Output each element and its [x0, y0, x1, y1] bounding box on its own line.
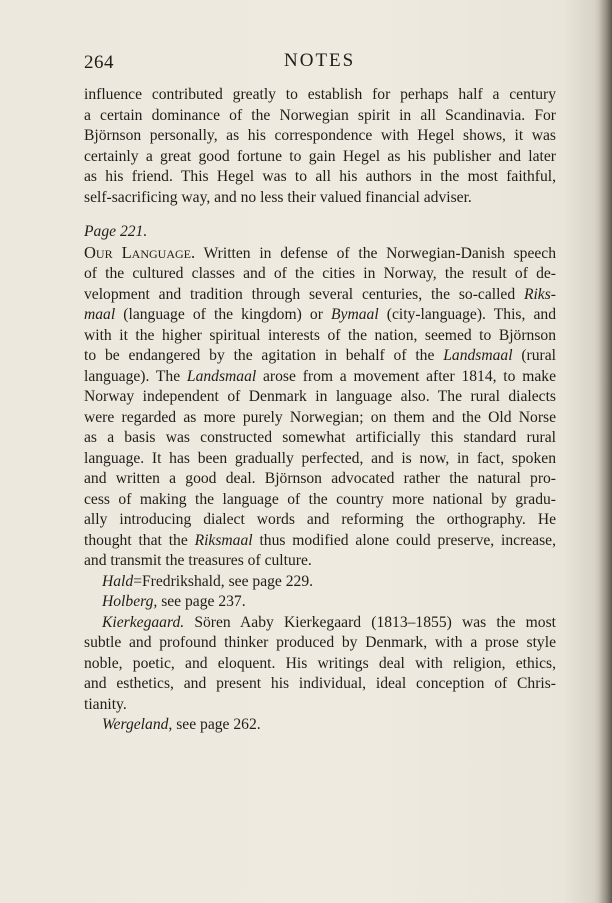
paragraph-continuation	[84, 85, 556, 208]
text-line: velopment and tradition through several centuries, the so-called Riks-	[84, 285, 556, 303]
text-line: Norway independent of Denmark in language also. The rural dialects	[84, 388, 556, 405]
entry-headword-line: Kierkegaard. Sören Aaby Kierkegaard (1813–1855) was the most	[102, 613, 556, 631]
text-line: language). The Landsmaal arose from a movement after 1814, to make	[84, 367, 556, 385]
text-line: as his friend. This Hegel was to all his authors in the most faithful,	[84, 168, 556, 185]
text-line: language. It has been gradually perfected, and is now, in fact, spoken	[84, 449, 556, 467]
text-line: cess of making the language of the country more national by gradu-	[84, 490, 556, 508]
text-line: maal (language of the kingdom) or Bymaal (city-language). This, and	[84, 306, 556, 323]
page-header	[84, 50, 554, 76]
text-line: of the cultured classes and of the cities in Norway, the result of de-	[84, 265, 556, 282]
text-line: Björnson personally, as his correspondence with Hegel shows, it was	[84, 127, 556, 144]
entry-headword-line: Hald=Fredrikshald, see page 229.	[102, 572, 314, 590]
running-head: NOTES	[284, 50, 356, 71]
text-line: subtle and profound thinker produced by Denmark, with a prose style	[84, 634, 556, 651]
note-our-language	[84, 243, 556, 572]
entry-headword-line: Wergeland, see page 262.	[102, 716, 261, 733]
text-line: and transmit the treasures of culture.	[84, 552, 312, 569]
text-line: with it the higher spiritual interests of the nation, seemed to Björnson	[84, 326, 556, 344]
text-line: were regarded as more purely Norwegian; on them and the Old Norse	[84, 408, 556, 426]
glossary-entries	[84, 572, 556, 736]
text-line: thought that the Riksmaal thus modified alone could preserve, increase,	[84, 531, 556, 549]
text-line: a certain dominance of the Norwegian spirit in all Scandinavia. For	[84, 106, 556, 124]
text-line: and written a good deal. Björnson advocated rather the natural pro-	[84, 470, 556, 487]
text-line: Our Language. Written in defense of the Norwegian-Danish speech	[84, 242, 556, 262]
text-line: self-sacrificing way, and no less their valued financial adviser.	[84, 188, 472, 206]
page-reference: Page 221.	[84, 223, 148, 240]
text-line: noble, poetic, and eloquent. His writings deal with religion, ethics,	[84, 654, 556, 672]
page-body	[84, 85, 556, 736]
text-line: influence contributed greatly to establish for perhaps half a century	[84, 86, 556, 103]
text-line: and esthetics, and present his individual, ideal conception of Chris-	[84, 675, 556, 692]
page-number: 264	[84, 52, 114, 73]
text-line: to be endangered by the agitation in behalf of the Landsmaal (rural	[84, 347, 556, 364]
text-line: as a basis was constructed somewhat artificially this standard rural	[84, 429, 556, 446]
page-edge-shadow	[598, 0, 612, 903]
text-line: tianity.	[84, 695, 127, 713]
text-line: ally introducing dialect words and reforming the orthography. He	[84, 511, 556, 528]
entry-headword-line: Holberg, see page 237.	[102, 593, 246, 610]
text-line: certainly a great good fortune to gain Hegel as his publisher and later	[84, 147, 556, 165]
